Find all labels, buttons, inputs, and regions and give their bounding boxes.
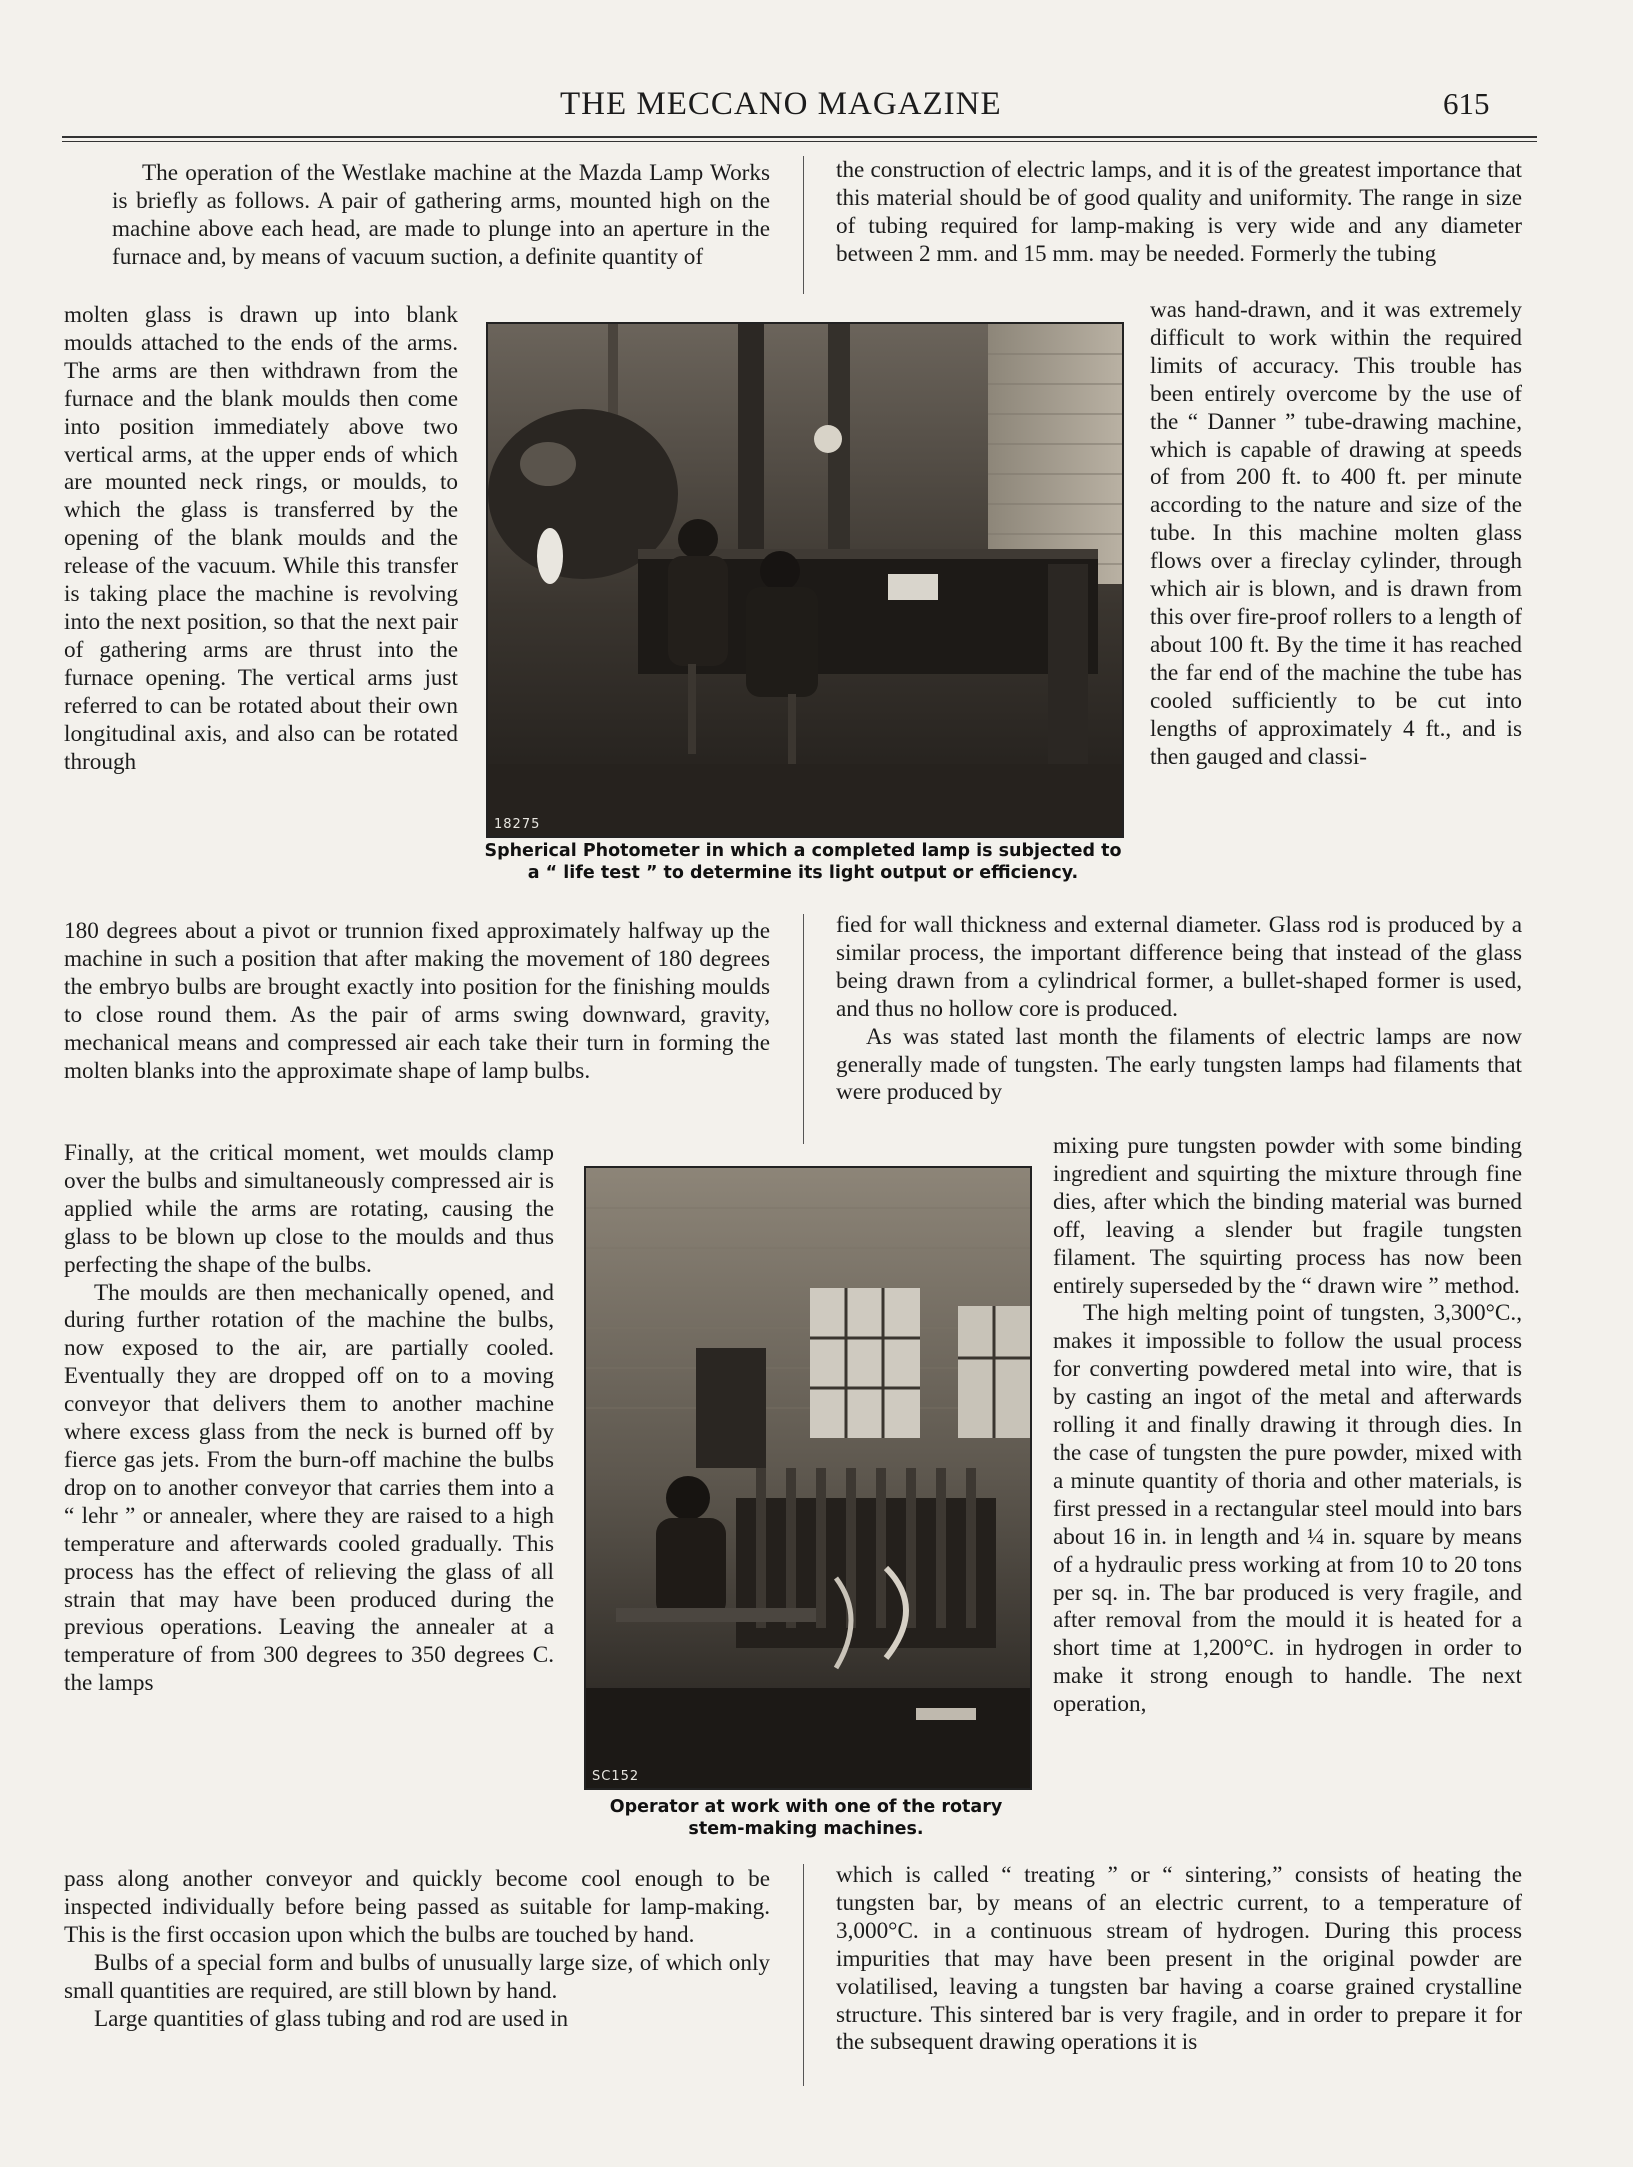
paragraph: As was stated last month the filaments of electric lamps are now generally made of tungsten. The early tungsten lamps had filaments that were produced by: [836, 1023, 1522, 1106]
left-beside-photo-2: [64, 1140, 554, 1862]
header-rule-thin: [62, 141, 1537, 142]
paragraph: Large quantities of glass tubing and rod are used in: [94, 2005, 569, 2032]
stem-machine-photo: [584, 1166, 1032, 1790]
right-beside-photo-2: [1053, 1133, 1522, 1863]
paragraph: pass along another conveyor and quickly become cool enough to be inspected individually before being passed as suitable for lamp-making. This is the first occasion upon which the bulbs are touched by hand.: [64, 1866, 770, 1948]
paragraph: 180 degrees about a pivot or trunnion fixed approximately halfway up the machine in such a position that after making the movement of 180 degrees the embryo bulbs are brought exactly into position for the finishing moulds to close round them. As the pair of arms swing downward, gravity, mechanical means and compressed air each take their turn in forming the molten blanks into the approximate shape of lamp bulbs.: [64, 918, 770, 1084]
paragraph: the construction of electric lamps, and it is of the greatest importance that this material should be of good quality and uniformity. The range in size of tubing required for lamp-making is very wide and any diameter between 2 mm. and 15 mm. may be needed. Formerly the tubing: [836, 157, 1522, 267]
paragraph: Bulbs of a special form and bulbs of unusually large size, of which only small quantities are required, are still blown by hand.: [64, 1949, 770, 2004]
column-divider: [803, 1864, 804, 2086]
magazine-title: THE MECCANO MAGAZINE: [560, 86, 1002, 122]
photometer-caption: Spherical Photometer in which a completed lamp is subjected to a “ life test ” to determine its light output or efficiency.: [484, 841, 1122, 883]
photometer-photo: [486, 322, 1124, 838]
column-divider: [803, 156, 804, 294]
header-rule: [62, 136, 1537, 138]
paragraph: The moulds are then mechanically opened, and during further rotation of the machine the bulbs, now exposed to the air, are partially cooled. Eventually they are dropped off on to a moving conveyor that delivers them to another machine where excess glass from the neck is burned off by fierce gas jets. From the burn-off machine the bulbs drop on to another conveyor that carries them into a “ lehr ” or annealer, where they are raised to a high temperature and afterwards cooled gradually. This process has the effect of relieving the glass of all strain that may have been produced during the previous operations. Leaving the annealer at a temperature of from 300 degrees to 350 degrees C. the lamps: [64, 1279, 554, 1697]
paragraph: mixing pure tungsten powder with some binding ingredient and squirting the mixture through fine dies, after which the binding material was burned off, leaving a slender but fragile tungsten filament. The squirting process has now been entirely superseded by the “ drawn wire ” method.: [1053, 1133, 1522, 1299]
right-beside-photo-1: [1150, 297, 1522, 911]
stem-machine-caption: Operator at work with one of the rotary stem-making machines.: [609, 1797, 1003, 1839]
right-top-block: [836, 157, 1522, 293]
left-beside-photo-1: [64, 302, 458, 916]
photo-reference-number: SC152: [592, 1769, 640, 1784]
left-middle-block: [64, 918, 770, 1136]
paragraph: fied for wall thickness and external diameter. Glass rod is produced by a similar process, the important difference being that instead of the glass being drawn from a cylindrical former, a bullet-shaped former is used, and thus no hollow core is produced.: [836, 912, 1522, 1022]
photometer-photo-illustration: [488, 324, 1122, 836]
paragraph: was hand-drawn, and it was extremely difficult to work within the required limits of accuracy. This trouble has been entirely overcome by the use of the “ Danner ” tube-drawing machine, which is capable of drawing at speeds of from 200 ft. to 400 ft. per minute according to the nature and size of the tube. In this machine molten glass flows over a fireclay cylinder, through which air is blown, and is drawn from this over fire-proof rollers to a length of about 100 ft. By the time it has reached the far end of the machine the tube has cooled sufficiently to be cut into lengths of approximately 4 ft., and is then gauged and classi-: [1150, 297, 1522, 770]
paragraph: The operation of the Westlake machine at the Mazda Lamp Works is briefly as follows. A pair of gathering arms, mounted high on the machine above each head, are made to plunge into an aperture in the furnace and, by means of vacuum suction, a definite quantity of: [112, 160, 770, 270]
photo-reference-number: 18275: [494, 817, 541, 832]
column-divider: [803, 914, 804, 1144]
right-bottom-block: [836, 1862, 1522, 2088]
page-number: 615: [1443, 86, 1490, 121]
left-bottom-block: [64, 1866, 770, 2096]
paragraph: The high melting point of tungsten, 3,300°C., makes it impossible to follow the usual process for converting powdered metal into wire, that is by casting an ingot of the metal and afterwards rolling it and finally drawing it through dies. In the case of tungsten the pure powder, mixed with a minute quantity of thoria and other materials, is first pressed in a rectangular steel mould into bars about 16 in. in length and ¼ in. square by means of a hydraulic press working at from 10 to 20 tons per sq. in. The bar produced is very fragile, and after removal from the mould it is heated for a short time at 1,200°C. in hydrogen in order to make it strong enough to handle. The next operation,: [1053, 1300, 1522, 1718]
paragraph: Finally, at the critical moment, wet moulds clamp over the bulbs and simultaneously compressed air is applied while the arms are rotating, causing the glass to be blown up close to the moulds and thus perfecting the shape of the bulbs.: [64, 1140, 554, 1278]
paragraph: which is called “ treating ” or “ sintering,” consists of heating the tungsten bar, by means of an electric current, to a temperature of 3,000°C. in a continuous stream of hydrogen. During this process impurities that may have been present in the original powder are volatilised, leaving a tungsten bar having a coarse grained crystalline structure. This sintered bar is very fragile, and in order to prepare it for the subsequent drawing operations it is: [836, 1862, 1522, 2056]
right-middle-block: [836, 912, 1522, 1136]
stem-machine-photo-illustration: [586, 1168, 1030, 1788]
paragraph: molten glass is drawn up into blank moulds attached to the ends of the arms. The arms are then withdrawn from the furnace and the blank moulds then come into position immediately above two vertical arms, at the upper ends of which are mounted neck rings, or moulds, to which the glass is transferred by the opening of the blank moulds and the release of the vacuum. While this transfer is taking place the machine is revolving into the next position, so that the next pair of gathering arms are thrust into the furnace opening. The vertical arms just referred to can be rotated about their own longitudinal axis, and also can be rotated through: [64, 302, 458, 775]
left-top-block: [112, 160, 770, 296]
